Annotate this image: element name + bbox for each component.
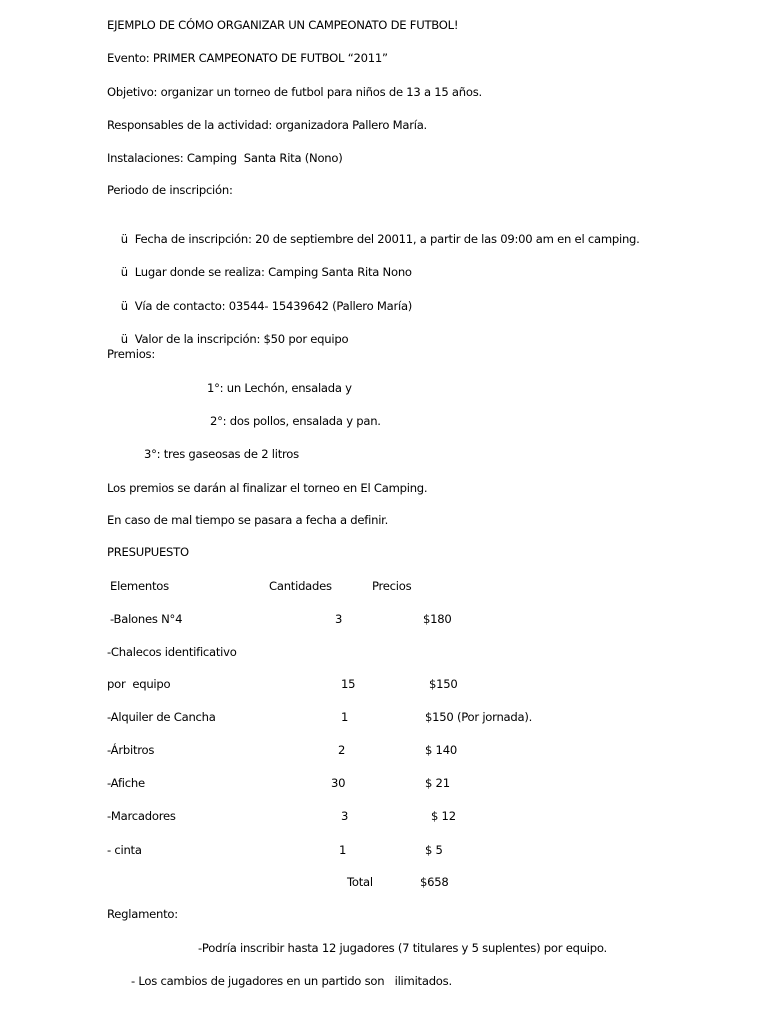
document-title: EJEMPLO DE CÓMO ORGANIZAR UN CAMPEONATO DE FUTBOL!: [107, 18, 459, 32]
premio-item: 2°: dos pollos, ensalada y pan.: [210, 414, 381, 428]
check-bullet-icon: ü: [120, 332, 128, 346]
budget-qty: 30: [331, 776, 346, 790]
budget-qty: 1: [341, 710, 349, 724]
budget-price: $ 21: [425, 776, 450, 790]
budget-item: por equipo: [107, 677, 171, 691]
presupuesto-heading: PRESUPUESTO: [107, 545, 189, 559]
budget-qty: 3: [335, 612, 343, 626]
objetivo-line: Objetivo: organizar un torneo de futbol para niños de 13 a 15 años.: [107, 85, 482, 99]
budget-total-label: Total: [347, 875, 373, 889]
budget-item: -Árbitros: [107, 743, 155, 757]
reglamento-item: -Podría inscribir hasta 12 jugadores (7 titulares y 5 suplentes) por equipo.: [198, 941, 607, 955]
reglamento-heading: Reglamento:: [107, 907, 178, 921]
budget-price: $180: [423, 612, 452, 626]
budget-qty: 15: [341, 677, 356, 691]
budget-price: $ 140: [425, 743, 457, 757]
budget-price: $150 (Por jornada).: [425, 710, 533, 724]
premios-note: Los premios se darán al finalizar el torneo en El Camping.: [107, 481, 428, 495]
budget-item: - cinta: [107, 843, 142, 857]
instalaciones-line: Instalaciones: Camping Santa Rita (Nono): [107, 151, 343, 165]
bullet-text: Valor de la inscripción: $50 por equipo: [134, 332, 349, 346]
budget-qty: 2: [338, 743, 346, 757]
premio-item: 1°: un Lechón, ensalada y: [207, 381, 352, 395]
bullet-text: Lugar donde se realiza: Camping Santa Rita Nono: [134, 265, 412, 279]
budget-item: -Afiche: [107, 776, 145, 790]
bullet-text: Fecha de inscripción: 20 de septiembre del 20011, a partir de las 09:00 am en el camping.: [134, 232, 640, 246]
budget-header-elementos: Elementos: [110, 579, 169, 593]
budget-item: -Chalecos identificativo: [107, 645, 237, 659]
budget-total-value: $658: [420, 875, 449, 889]
budget-qty: 1: [339, 843, 347, 857]
check-bullet-icon: ü: [120, 265, 128, 279]
bullet-text: Vía de contacto: 03544- 15439642 (Pallero María): [134, 299, 413, 313]
budget-price: $ 12: [431, 809, 456, 823]
budget-item: -Alquiler de Cancha: [107, 710, 216, 724]
budget-item: -Marcadores: [107, 809, 176, 823]
reglamento-item: - Los cambios de jugadores en un partido son ilimitados.: [131, 974, 452, 988]
budget-price: $ 5: [425, 843, 443, 857]
check-bullet-icon: ü: [120, 232, 128, 246]
periodo-heading: Periodo de inscripción:: [107, 183, 233, 197]
budget-price: $150: [429, 677, 458, 691]
evento-line: Evento: PRIMER CAMPEONATO DE FUTBOL “2011”: [107, 51, 388, 65]
premios-heading: Premios:: [107, 347, 155, 361]
premio-item: 3°: tres gaseosas de 2 litros: [144, 447, 299, 461]
budget-header-precios: Precios: [372, 579, 412, 593]
mal-tiempo-note: En caso de mal tiempo se pasara a fecha a definir.: [107, 513, 389, 527]
budget-item: -Balones N°4: [110, 612, 183, 626]
budget-header-cantidades: Cantidades: [269, 579, 332, 593]
responsables-line: Responsables de la actividad: organizadora Pallero María.: [107, 118, 427, 132]
budget-qty: 3: [341, 809, 349, 823]
check-bullet-icon: ü: [120, 299, 128, 313]
